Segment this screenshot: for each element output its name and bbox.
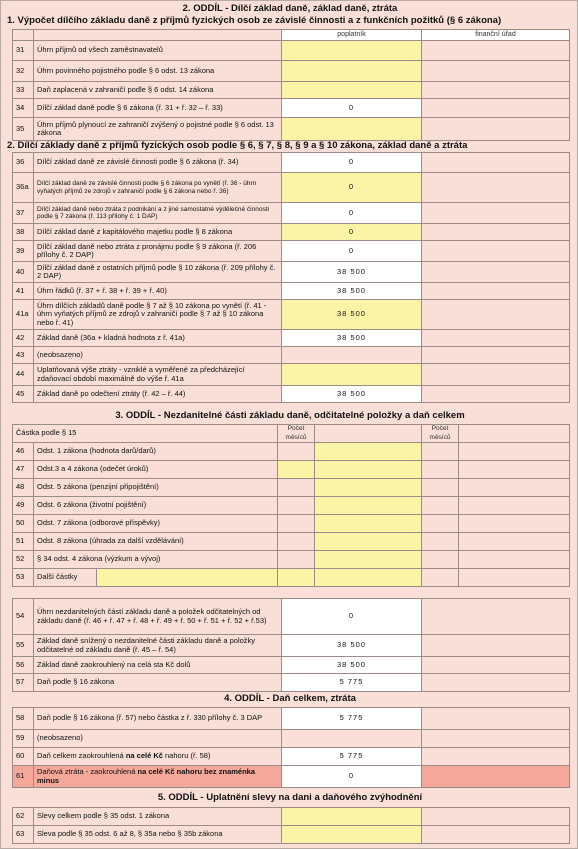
row-62-input[interactable]: [282, 808, 422, 826]
row-57-value: 5 775: [282, 674, 422, 692]
row-53-input[interactable]: [315, 569, 422, 587]
row-label: Další částky: [34, 569, 97, 587]
office-cell: [422, 203, 570, 224]
row-61-label-start: Daňová ztráta - zaokrouhlená: [37, 767, 138, 776]
row-number: 63: [13, 826, 34, 844]
row-label: Úhrn povinného pojistného podle § 6 odst. 13 zákona: [34, 61, 282, 82]
row-label: [34, 748, 282, 766]
months-cell: [422, 497, 459, 515]
office-cell: [422, 262, 570, 283]
row-58-value: 5 775: [282, 708, 422, 730]
row-39-value: 0: [282, 241, 422, 262]
table-row: [13, 173, 570, 203]
row-number: 62: [13, 808, 34, 826]
row-50-input[interactable]: [315, 515, 422, 533]
row-55-value: 38 500: [282, 635, 422, 657]
row-number: 38: [13, 224, 34, 241]
office-cell: [422, 364, 570, 386]
row-label: Odst. 6 zákona (životní pojištění): [34, 497, 278, 515]
row-label: Úhrn řádků (ř. 37 + ř. 38 + ř. 39 + ř. 40): [34, 283, 282, 300]
office-cell: [422, 82, 570, 99]
table-row: [13, 41, 570, 61]
table-row: [13, 497, 570, 515]
months-cell: [422, 569, 459, 587]
table-row: [13, 153, 570, 173]
table-row: [13, 766, 570, 788]
row-label: Odst. 8 zákona (úhrada za další vzdělávání): [34, 533, 278, 551]
months-cell: [278, 533, 315, 551]
row-49-input[interactable]: [315, 497, 422, 515]
row-label: Základ daně zaokrouhlený na celá sta Kč dolů: [34, 657, 282, 674]
table-row: [13, 730, 570, 748]
months-cell: [278, 551, 315, 569]
section-3-table-b: [12, 598, 570, 692]
table-row: [13, 443, 570, 461]
row-32-input[interactable]: [282, 61, 422, 82]
row-label: Odst. 1 zákona (hodnota darů/darů): [34, 443, 278, 461]
row-34-value: 0: [282, 99, 422, 118]
row-label: Uplatňovaná výše ztráty - vzniklé a vyměřené za předcházející zdaňovací období maximálně do výše ř. 41a: [34, 364, 282, 386]
table-row: [13, 461, 570, 479]
row-number: 58: [13, 708, 34, 730]
row-label: Úhrn dílčích základů daně podle § 7 až § 10 zákona po vynětí (ř. 41 - úhrn vyňatých příjmů ze zdrojů v zahraničí podle § 7 až § 10 zákona nebo ř. 41): [34, 300, 282, 330]
section-5-title: 5. ODDÍL - Uplatnění slevy na dani a daňového zvýhodnění: [157, 792, 423, 803]
row-47-months-input[interactable]: [278, 461, 315, 479]
row-label: Dílčí základ daně ze závislé činnosti podle § 6 zákona po vynětí (ř. 36 - úhrn vyňatých příjmů ze zdrojů v zahraničí podle § 6 zákona nebo ř. 36): [34, 173, 282, 203]
months-cell: [278, 497, 315, 515]
row-41a-input[interactable]: 38 500: [282, 300, 422, 330]
row-38-input[interactable]: 0: [282, 224, 422, 241]
row-number: 39: [13, 241, 34, 262]
row-label: Základ daně (36a + kladná hodnota z ř. 41a): [34, 330, 282, 347]
row-label: Dílčí základ daně z ostatních příjmů podle § 10 zákona (ř. 209 přílohy č. 2 DAP): [34, 262, 282, 283]
table-row: [13, 364, 570, 386]
row-number: 44: [13, 364, 34, 386]
table-row: [13, 599, 570, 635]
row-41-value: 38 500: [282, 283, 422, 300]
table-row: [13, 826, 570, 844]
row-36a-input[interactable]: 0: [282, 173, 422, 203]
table-row: [13, 300, 570, 330]
months-cell: [422, 551, 459, 569]
office-cell: [459, 497, 570, 515]
months-cell: [422, 479, 459, 497]
table-row: [13, 479, 570, 497]
row-53-months-input[interactable]: [278, 569, 315, 587]
table-row: [13, 82, 570, 99]
table-row: [13, 635, 570, 657]
row-47-input[interactable]: [315, 461, 422, 479]
table-row: [13, 61, 570, 82]
section-2-table-a: [12, 29, 570, 141]
row-44-input[interactable]: [282, 364, 422, 386]
row-number: 61: [13, 766, 34, 788]
office-cell: [422, 386, 570, 403]
months-cell: [422, 443, 459, 461]
row-number: 50: [13, 515, 34, 533]
row-48-input[interactable]: [315, 479, 422, 497]
row-number: 46: [13, 443, 34, 461]
table-row: [13, 808, 570, 826]
row-number: 60: [13, 748, 34, 766]
row-label: [34, 766, 282, 788]
office-cell: [422, 61, 570, 82]
row-number: 31: [13, 41, 34, 61]
row-56-value: 38 500: [282, 657, 422, 674]
row-number: 54: [13, 599, 34, 635]
header-spacer: [315, 425, 422, 443]
table-row: [13, 551, 570, 569]
office-cell: [422, 118, 570, 141]
header-spacer: [459, 425, 570, 443]
section-2-subtitle-2: 2. Dílčí základy daně z příjmů fyzických osob podle § 6, § 7, § 8, § 9 a § 10 zákona, základ daně a ztráta: [7, 140, 468, 151]
office-cell: [422, 173, 570, 203]
table-row: [13, 515, 570, 533]
row-33-input[interactable]: [282, 82, 422, 99]
office-cell: [422, 283, 570, 300]
office-cell: [422, 748, 570, 766]
table-row: [13, 386, 570, 403]
office-cell: [459, 569, 570, 587]
table-row: [13, 262, 570, 283]
table-row: [13, 533, 570, 551]
office-cell: [422, 674, 570, 692]
header-spacer: [34, 30, 282, 41]
row-label: Daň podle § 16 zákona: [34, 674, 282, 692]
row-label: (neobsazeno): [34, 730, 282, 748]
office-cell: [422, 657, 570, 674]
row-42-value: 38 500: [282, 330, 422, 347]
row-63-input[interactable]: [282, 826, 422, 844]
office-cell: [459, 515, 570, 533]
row-60-label-end: nahoru (ř. 58): [162, 751, 211, 761]
office-cell: [422, 826, 570, 844]
table-row: [13, 330, 570, 347]
row-label: Odst. 7 zákona (odborové příspěvky): [34, 515, 278, 533]
office-cell: [422, 99, 570, 118]
months-cell: [422, 461, 459, 479]
row-number: 37: [13, 203, 34, 224]
row-number: 36a: [13, 173, 34, 203]
row-number: 57: [13, 674, 34, 692]
row-number: 45: [13, 386, 34, 403]
row-number: 42: [13, 330, 34, 347]
row-label: Sleva podle § 35 odst. 6 až 8, § 35a nebo § 35b zákona: [34, 826, 282, 844]
months-cell: [422, 515, 459, 533]
row-label: Odst. 5 zákona (penzijní připojištění): [34, 479, 278, 497]
office-cell: [422, 41, 570, 61]
row-45-value: 38 500: [282, 386, 422, 403]
months-header: Počet měsíců: [278, 425, 315, 443]
months-header: Počet měsíců: [422, 425, 459, 443]
row-label: Dílčí základ daně podle § 6 zákona (ř. 31 + ř. 32 – ř. 33): [34, 99, 282, 118]
row-46-input[interactable]: [315, 443, 422, 461]
row-number: 48: [13, 479, 34, 497]
row-54-value: 0: [282, 599, 422, 635]
table-row: [13, 569, 570, 587]
row-label: Daň zaplacená v zahraničí podle § 6 odst. 14 zákona: [34, 82, 282, 99]
office-cell: [422, 730, 570, 748]
row-36-value: 0: [282, 153, 422, 173]
row-37-value: 0: [282, 203, 422, 224]
section-2-title: 2. ODDÍL - Dílčí základ daně, základ daně, ztráta: [182, 3, 398, 14]
office-cell: [422, 153, 570, 173]
row-label: § 34 odst. 4 zákona (výzkum a vývoj): [34, 551, 278, 569]
table-row: [13, 283, 570, 300]
row-number: 55: [13, 635, 34, 657]
row-number: 40: [13, 262, 34, 283]
row-59-value: [282, 730, 422, 748]
table-row: [13, 118, 570, 141]
row-label: Slevy celkem podle § 35 odst. 1 zákona: [34, 808, 282, 826]
row-label: Úhrn příjmů plynoucí ze zahraničí zvýšený o pojistné podle § 6 odst. 13 zákona: [34, 118, 282, 141]
row-label: Odst.3 a 4 zákona (odečet úroků): [34, 461, 278, 479]
row-number: 59: [13, 730, 34, 748]
section-2-table-b: [12, 152, 570, 403]
row-label: Dílčí základ daně nebo ztráta z pronájmu podle § 9 zákona (ř. 206 přílohy č. 2 DAP): [34, 241, 282, 262]
row-53-description-input[interactable]: [97, 569, 278, 587]
office-cell: [459, 443, 570, 461]
office-cell: [422, 599, 570, 635]
office-cell: [422, 330, 570, 347]
row-number: 33: [13, 82, 34, 99]
row-label: Základ daně po odečtení ztráty (ř. 42 – ř. 44): [34, 386, 282, 403]
section-2-subtitle-1: 1. Výpočet dílčího základu daně z příjmů fyzických osob ze závislé činnosti a z funkčních požitků (§ 6 zákona): [7, 15, 502, 26]
section-5-table: [12, 807, 570, 844]
table-row: [13, 347, 570, 364]
row-35-input[interactable]: [282, 118, 422, 141]
row-number: 41a: [13, 300, 34, 330]
row-number: 36: [13, 153, 34, 173]
row-51-input[interactable]: [315, 533, 422, 551]
office-cell: [422, 300, 570, 330]
office-cell: [422, 224, 570, 241]
table-row: [13, 657, 570, 674]
row-number: 49: [13, 497, 34, 515]
table-row: [13, 674, 570, 692]
row-label: Dílčí základ daně z kapitálového majetku podle § 8 zákona: [34, 224, 282, 241]
office-cell: [422, 766, 570, 788]
row-number: 32: [13, 61, 34, 82]
row-label: Úhrn příjmů od všech zaměstnavatelů: [34, 41, 282, 61]
office-cell: [422, 635, 570, 657]
office-cell: [422, 241, 570, 262]
row-number: 51: [13, 533, 34, 551]
table-row: [13, 241, 570, 262]
row-60-value: 5 775: [282, 748, 422, 766]
row-60-label-start: Daň celkem zaokrouhlená: [37, 751, 126, 761]
office-cell: [422, 708, 570, 730]
column-header-office: finanční úřad: [422, 30, 570, 41]
row-label: Daň podle § 16 zákona (ř. 57) nebo částka z ř. 330 přílohy č. 3 DAP: [34, 708, 282, 730]
table-row: [13, 748, 570, 766]
table-row: [13, 224, 570, 241]
row-number: 34: [13, 99, 34, 118]
row-label: Úhrn nezdanitelných částí základu daně a položek odčitatelných od základu daně (ř. 46 + ř. 47 + ř. 48 + ř. 49 + ř. 50 + ř. 51 + ř. 52 + ř.53): [34, 599, 282, 635]
row-number: 43: [13, 347, 34, 364]
row-number: 41: [13, 283, 34, 300]
row-31-input[interactable]: [282, 41, 422, 61]
row-52-input[interactable]: [315, 551, 422, 569]
row-43-value: [282, 347, 422, 364]
table-row: [13, 99, 570, 118]
row-61-value: 0: [282, 766, 422, 788]
months-cell: [278, 515, 315, 533]
office-cell: [459, 479, 570, 497]
section-4-title: 4. ODDÍL - Daň celkem, ztráta: [224, 693, 356, 704]
row-number: 47: [13, 461, 34, 479]
office-cell: [459, 461, 570, 479]
column-header-payer: poplatník: [282, 30, 422, 41]
section-3-title: 3. ODDÍL - Nezdanitelné části základu daně, odčitatelné položky a daň celkem: [115, 410, 465, 421]
row-number: 56: [13, 657, 34, 674]
row-label: Dílčí základ daně nebo ztráta z podnikání a z jiné samostatné výdělečné činnosti podle § 7 zákona (ř. 113 přílohy č. 1 DAP): [34, 203, 282, 224]
office-cell: [459, 551, 570, 569]
section-4-table: [12, 707, 570, 788]
months-cell: [278, 443, 315, 461]
office-cell: [459, 533, 570, 551]
row-40-value: 38 500: [282, 262, 422, 283]
row-label: Základ daně snížený o nezdanitelné části základu daně a položky odčitatelné od základu daně (ř. 45 – ř. 54): [34, 635, 282, 657]
row-label: (neobsazeno): [34, 347, 282, 364]
section-3-table-a: [12, 424, 570, 587]
row-number: 35: [13, 118, 34, 141]
months-cell: [422, 533, 459, 551]
table-row: [13, 203, 570, 224]
row-61-label-emphasis: na celé Kč nahoru bez znaménka minus: [37, 767, 256, 785]
row-number: 53: [13, 569, 34, 587]
months-cell: [278, 479, 315, 497]
office-cell: [422, 347, 570, 364]
row-label: Dílčí základ daně ze závislé činnosti podle § 6 zákona (ř. 34): [34, 153, 282, 173]
section-3-head-label: Částka podle § 15: [13, 425, 278, 443]
row-60-label-emphasis: na celé Kč: [125, 751, 163, 761]
table-row: [13, 708, 570, 730]
header-spacer: [13, 30, 34, 41]
office-cell: [422, 808, 570, 826]
row-number: 52: [13, 551, 34, 569]
